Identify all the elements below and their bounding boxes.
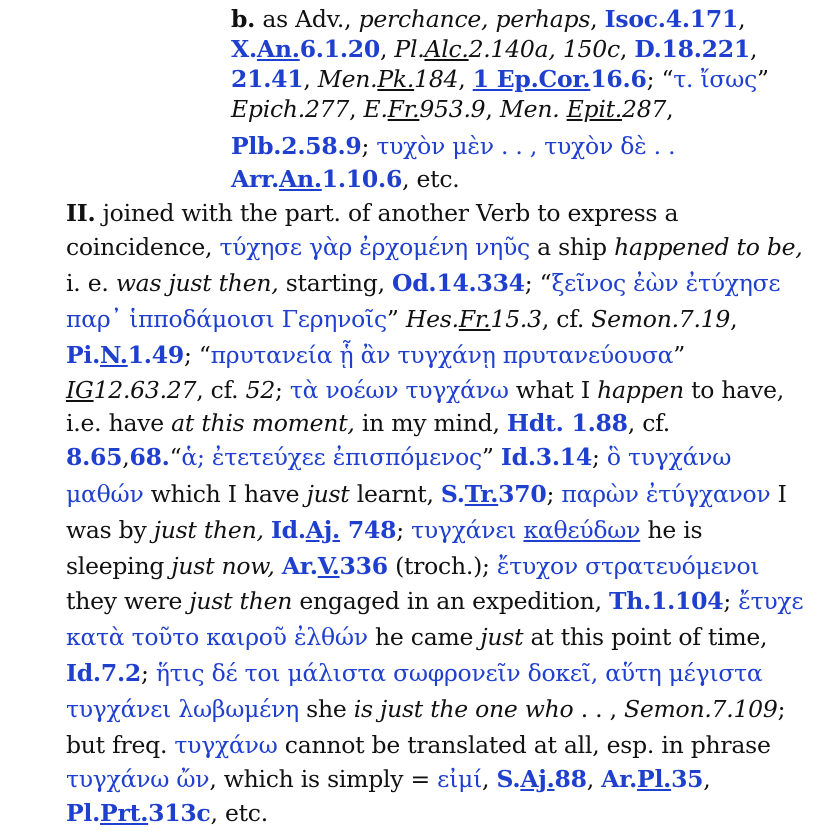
- greek-text: εἰμί: [437, 765, 483, 793]
- italic-text: IG: [66, 376, 94, 404]
- citation-link[interactable]: 336: [339, 552, 388, 580]
- text-run: to have,: [683, 376, 784, 404]
- citation-link[interactable]: Ar.: [281, 552, 318, 580]
- italic-text: Pk.: [377, 65, 415, 93]
- text-run: sleeping: [66, 552, 172, 580]
- greek-text: κατὰ τοῦτο καιροῦ ἐλθών: [66, 623, 368, 651]
- italic-text: Fr.: [387, 95, 420, 123]
- citation-link[interactable]: 88: [554, 765, 587, 793]
- greek-text: τ. ἴσως: [673, 65, 757, 93]
- citation-link[interactable]: Th.1.104: [609, 587, 724, 615]
- text-run: starting,: [278, 269, 393, 297]
- citation-link[interactable]: Prt.: [100, 799, 149, 827]
- text-run: , cf.: [541, 305, 592, 333]
- text-run: ,: [122, 443, 130, 471]
- greek-text: ἥτις δέ τοι μάλιστα σωφρονεῖν δοκεῖ, αὕτη μέγιστα: [155, 659, 763, 687]
- citation-link[interactable]: S.: [440, 480, 465, 508]
- entry-line: [66, 551, 759, 581]
- text-run: , etc.: [402, 165, 460, 193]
- citation-link[interactable]: 370: [498, 480, 547, 508]
- citation-link[interactable]: Id.7.2: [66, 659, 141, 687]
- text-run: ,: [730, 305, 738, 333]
- text-run: he came: [367, 623, 481, 651]
- text-run: ,: [458, 65, 473, 93]
- text-run: in my mind,: [354, 409, 507, 437]
- text-run: ; “: [524, 269, 552, 297]
- text-run: i.e. have: [66, 409, 172, 437]
- citation-link[interactable]: X.: [231, 35, 257, 63]
- citation-link[interactable]: D.18.221: [634, 35, 750, 63]
- citation-link[interactable]: Pi.: [66, 341, 101, 369]
- text-run: ,: [590, 5, 605, 33]
- text-run: ;: [275, 376, 290, 404]
- entry-line: [66, 694, 785, 724]
- entry-line: [231, 64, 769, 94]
- citation-link[interactable]: Plb.2.58.9: [231, 132, 362, 160]
- citation-link[interactable]: An.: [256, 35, 300, 63]
- entry-line: [66, 442, 731, 472]
- entry-line: [231, 131, 675, 161]
- italic-text: Semon.7.19: [591, 305, 731, 333]
- greek-text: παρὼν ἐτύγχανον: [561, 480, 771, 508]
- entry-line: [66, 232, 803, 262]
- italic-text: perchance, perhaps: [358, 5, 591, 33]
- text-run: ,: [666, 95, 674, 123]
- text-run: ,: [485, 95, 500, 123]
- greek-text: τυχὸν μὲν . . , τυχὸν δὲ . .: [376, 132, 676, 160]
- text-run: ;: [141, 659, 156, 687]
- citation-link[interactable]: Id.: [270, 516, 306, 544]
- text-run: ;: [361, 132, 377, 160]
- citation-link[interactable]: N.: [100, 341, 128, 369]
- citation-link[interactable]: 1 Ep.Cor.: [472, 65, 591, 93]
- entry-line: [66, 375, 784, 405]
- italic-text: is just the one who: [353, 695, 574, 723]
- greek-text: παρ᾽ ἱπποδάμοισι Γερηνοῖς: [66, 305, 387, 333]
- text-run: ,: [379, 35, 395, 63]
- text-run: he is: [640, 516, 703, 544]
- text-run: at this point of time,: [523, 623, 768, 651]
- italic-text: just now,: [171, 552, 275, 580]
- sense-label: b.: [231, 5, 256, 33]
- text-run: ,: [349, 95, 364, 123]
- text-run: , cf.: [627, 409, 670, 437]
- citation-link[interactable]: 21.41: [231, 65, 304, 93]
- citation-link[interactable]: 1.10.6: [321, 165, 403, 193]
- entry-line: [231, 34, 757, 64]
- italic-text: was just then,: [115, 269, 279, 297]
- text-run: [264, 516, 271, 544]
- citation-link[interactable]: 748: [339, 516, 397, 544]
- text-run: she: [298, 695, 354, 723]
- italic-text: Fr.: [458, 305, 491, 333]
- text-run: what I: [508, 376, 598, 404]
- text-run: joined with the part. of another Verb to express a: [95, 199, 679, 227]
- text-run: a ship: [529, 233, 615, 261]
- entry-line: [66, 479, 787, 509]
- entry-line: [231, 4, 745, 34]
- citation-link[interactable]: 35: [671, 765, 704, 793]
- text-run: ,: [482, 765, 497, 793]
- text-run: was by: [66, 516, 154, 544]
- greek-text: καθεύδων: [523, 516, 641, 544]
- citation-link[interactable]: Isoc.4.171: [604, 5, 739, 33]
- entry-line: [66, 268, 780, 298]
- italic-text: Pl.: [394, 35, 425, 63]
- greek-text: μαθών: [66, 480, 144, 508]
- citation-link[interactable]: Od.14.334: [392, 269, 525, 297]
- italic-text: 12.63.27: [93, 376, 197, 404]
- citation-link[interactable]: Aj.: [520, 765, 555, 793]
- italic-text: just then,: [153, 516, 264, 544]
- citation-link[interactable]: 1.49: [127, 341, 184, 369]
- text-run: (troch.);: [387, 552, 497, 580]
- text-run: ;: [591, 443, 607, 471]
- citation-link[interactable]: 313c: [148, 799, 211, 827]
- text-run: , etc.: [210, 799, 268, 827]
- greek-text: ἔτυχε: [738, 587, 804, 615]
- greek-text: ἁ; ἐτετεύχεε ἐπισπόμενος: [181, 443, 482, 471]
- text-run: engaged in an expedition,: [292, 587, 610, 615]
- italic-text: at this moment,: [171, 409, 355, 437]
- entry-line: [66, 622, 767, 652]
- greek-text: ὃ τυγχάνω: [606, 443, 732, 471]
- citation-link[interactable]: Id.3.14: [500, 443, 592, 471]
- citation-link[interactable]: 68.: [129, 443, 170, 471]
- entry-line: [66, 515, 702, 545]
- greek-text: τυγχάνω ὤν: [66, 765, 210, 793]
- text-run: i. e.: [66, 269, 116, 297]
- text-run: ;: [723, 587, 739, 615]
- italic-text: Men.: [317, 65, 378, 93]
- text-run: coincidence,: [66, 233, 220, 261]
- sense-label: II.: [66, 199, 96, 227]
- entry-line: [66, 764, 711, 794]
- citation-link[interactable]: S.: [496, 765, 521, 793]
- citation-link[interactable]: Arr.: [231, 165, 280, 193]
- italic-text: just: [480, 623, 524, 651]
- entry-line: [66, 730, 771, 760]
- italic-text: 2.140a, 150c: [468, 35, 620, 63]
- text-run: as Adv.,: [255, 5, 359, 33]
- greek-text: πρυτανεία ᾗ ἂν τυγχάνῃ πρυτανεύουσα: [210, 341, 674, 369]
- greek-text: τυγχάνω: [174, 731, 278, 759]
- citation-link[interactable]: 16.6: [590, 65, 647, 93]
- text-run: ,: [586, 765, 602, 793]
- text-run: ,: [703, 765, 711, 793]
- italic-text: 15.3: [490, 305, 542, 333]
- entry-line: [66, 304, 737, 334]
- entry-line: [66, 408, 670, 438]
- citation-link[interactable]: Aj.: [305, 516, 340, 544]
- italic-text: happen: [597, 376, 684, 404]
- text-run: ”: [386, 305, 406, 333]
- citation-link[interactable]: An.: [279, 165, 322, 193]
- text-run: ; “: [646, 65, 674, 93]
- citation-link[interactable]: Hdt. 1.88: [506, 409, 628, 437]
- italic-text: Epich.277: [231, 95, 350, 123]
- text-run: learnt,: [349, 480, 441, 508]
- text-run: ”: [481, 443, 501, 471]
- entry-line: [231, 94, 673, 124]
- text-run: which I have: [143, 480, 307, 508]
- entry-line: [66, 198, 678, 228]
- text-run: [275, 552, 282, 580]
- italic-text: 287: [622, 95, 667, 123]
- text-run: ;: [396, 516, 412, 544]
- text-run: ;: [777, 695, 786, 723]
- text-run: ; “: [183, 341, 211, 369]
- citation-link[interactable]: Pl.: [637, 765, 672, 793]
- italic-text: 953.9: [419, 95, 486, 123]
- entry-line: [231, 164, 460, 194]
- greek-text: τυγχάνει λωβωμένη: [66, 695, 299, 723]
- greek-text: τυγχάνει: [411, 516, 524, 544]
- text-run: ”: [673, 341, 686, 369]
- text-run: but freq.: [66, 731, 175, 759]
- text-run: ,: [619, 35, 635, 63]
- text-run: , which is simply =: [209, 765, 438, 793]
- greek-text: τύχησε γὰρ ἐρχομένη νηῦς: [219, 233, 530, 261]
- italic-text: Hes.: [405, 305, 459, 333]
- citation-link[interactable]: Ar.: [601, 765, 638, 793]
- italic-text: E.: [363, 95, 388, 123]
- text-run: cannot be translated at all, esp. in phrase: [277, 731, 771, 759]
- italic-text: 52: [245, 376, 276, 404]
- italic-text: 184: [414, 65, 459, 93]
- text-run: . . ,: [573, 695, 625, 723]
- entry-line: [66, 798, 268, 828]
- entry-line: [66, 340, 685, 370]
- italic-text: just then: [189, 587, 293, 615]
- text-run: ,: [749, 35, 758, 63]
- text-run: , cf.: [196, 376, 246, 404]
- citation-link[interactable]: V.: [317, 552, 340, 580]
- entry-line: [66, 586, 803, 616]
- text-run: I: [770, 480, 787, 508]
- greek-text: ἔτυχον στρατευόμενοι: [496, 552, 760, 580]
- italic-text: happened to be,: [614, 233, 803, 261]
- italic-text: Men.: [499, 95, 567, 123]
- entry-line: [66, 658, 763, 688]
- greek-text: ξεῖνος ἐὼν ἐτύχησε: [551, 269, 781, 297]
- text-run: “: [169, 443, 182, 471]
- greek-text: τὰ νοέων τυγχάνω: [289, 376, 509, 404]
- citation-link[interactable]: 6.1.20: [299, 35, 380, 63]
- italic-text: just: [306, 480, 350, 508]
- text-run: they were: [66, 587, 190, 615]
- text-run: ,: [303, 65, 318, 93]
- citation-link[interactable]: Pl.: [66, 799, 101, 827]
- italic-text: Alc.: [424, 35, 469, 63]
- italic-text: Semon.7.109: [624, 695, 778, 723]
- citation-link[interactable]: Tr.: [464, 480, 499, 508]
- text-run: ;: [546, 480, 562, 508]
- italic-text: Epit.: [566, 95, 623, 123]
- text-run: ”: [757, 65, 769, 93]
- text-run: ,: [738, 5, 746, 33]
- citation-link[interactable]: 8.65: [66, 443, 123, 471]
